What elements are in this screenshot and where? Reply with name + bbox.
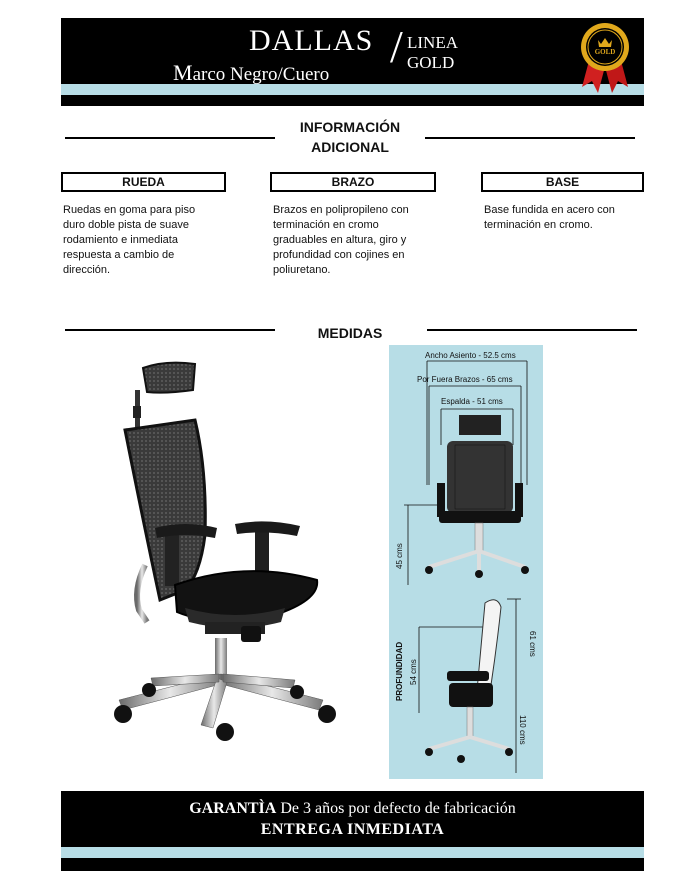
footer-stripe	[61, 847, 644, 858]
product-line-label: LINEA GOLD	[407, 33, 458, 72]
respaldo-label: 61 cms	[528, 631, 537, 657]
svg-text:GOLD: GOLD	[594, 48, 616, 56]
medidas-heading: MEDIDAS	[317, 325, 383, 341]
rueda-label: RUEDA	[61, 172, 226, 192]
ancho-asiento-label: Ancho Asiento - 52.5 cms	[425, 351, 516, 360]
brazo-label: BRAZO	[270, 172, 436, 192]
dimension-lines	[389, 345, 543, 779]
divider-line-right	[425, 137, 635, 139]
garantia-text: GARANTÌA De 3 años por defecto de fabricación	[189, 800, 516, 817]
header-stripe	[61, 84, 644, 95]
footer-banner	[61, 791, 644, 871]
entrega-text: ENTREGA INMEDIATA	[260, 821, 445, 838]
title-divider: /	[390, 21, 403, 72]
header-banner	[61, 18, 644, 106]
gold-medal-icon	[576, 21, 634, 97]
base-description: Base fundida en acero con terminación en cromo.	[484, 204, 615, 231]
medidas-line-right	[427, 329, 637, 331]
dimensions-diagram	[389, 345, 543, 779]
profundidad-value: 54 cms	[409, 659, 418, 685]
product-subtitle: Marco Negro/Cuero	[173, 60, 330, 85]
altura-total-label: 110 cms	[518, 715, 527, 745]
brazo-description: Brazos en polipropileno con terminación en cromo graduables en altura, giro y profundidad con cojines en poliuretano.	[273, 204, 409, 276]
por-fuera-brazos-label: Por Fuera Brazos - 65 cms	[417, 375, 513, 384]
base-label: BASE	[481, 172, 644, 192]
divider-line-left	[65, 137, 275, 139]
medidas-line-left	[65, 329, 275, 331]
espalda-label: Espalda - 51 cms	[441, 397, 503, 406]
rueda-description: Ruedas en goma para piso duro doble pista de suave rodamiento e inmediata respuesta a cambio de dirección.	[63, 204, 196, 276]
altura-asiento-label: 45 cms	[395, 543, 404, 569]
info-heading: INFORMACIÓN ADICIONAL	[299, 119, 401, 155]
profundidad-label: PROFUNDIDAD	[395, 641, 404, 701]
product-title: DALLAS	[249, 24, 374, 57]
office-chair-image	[105, 360, 345, 745]
